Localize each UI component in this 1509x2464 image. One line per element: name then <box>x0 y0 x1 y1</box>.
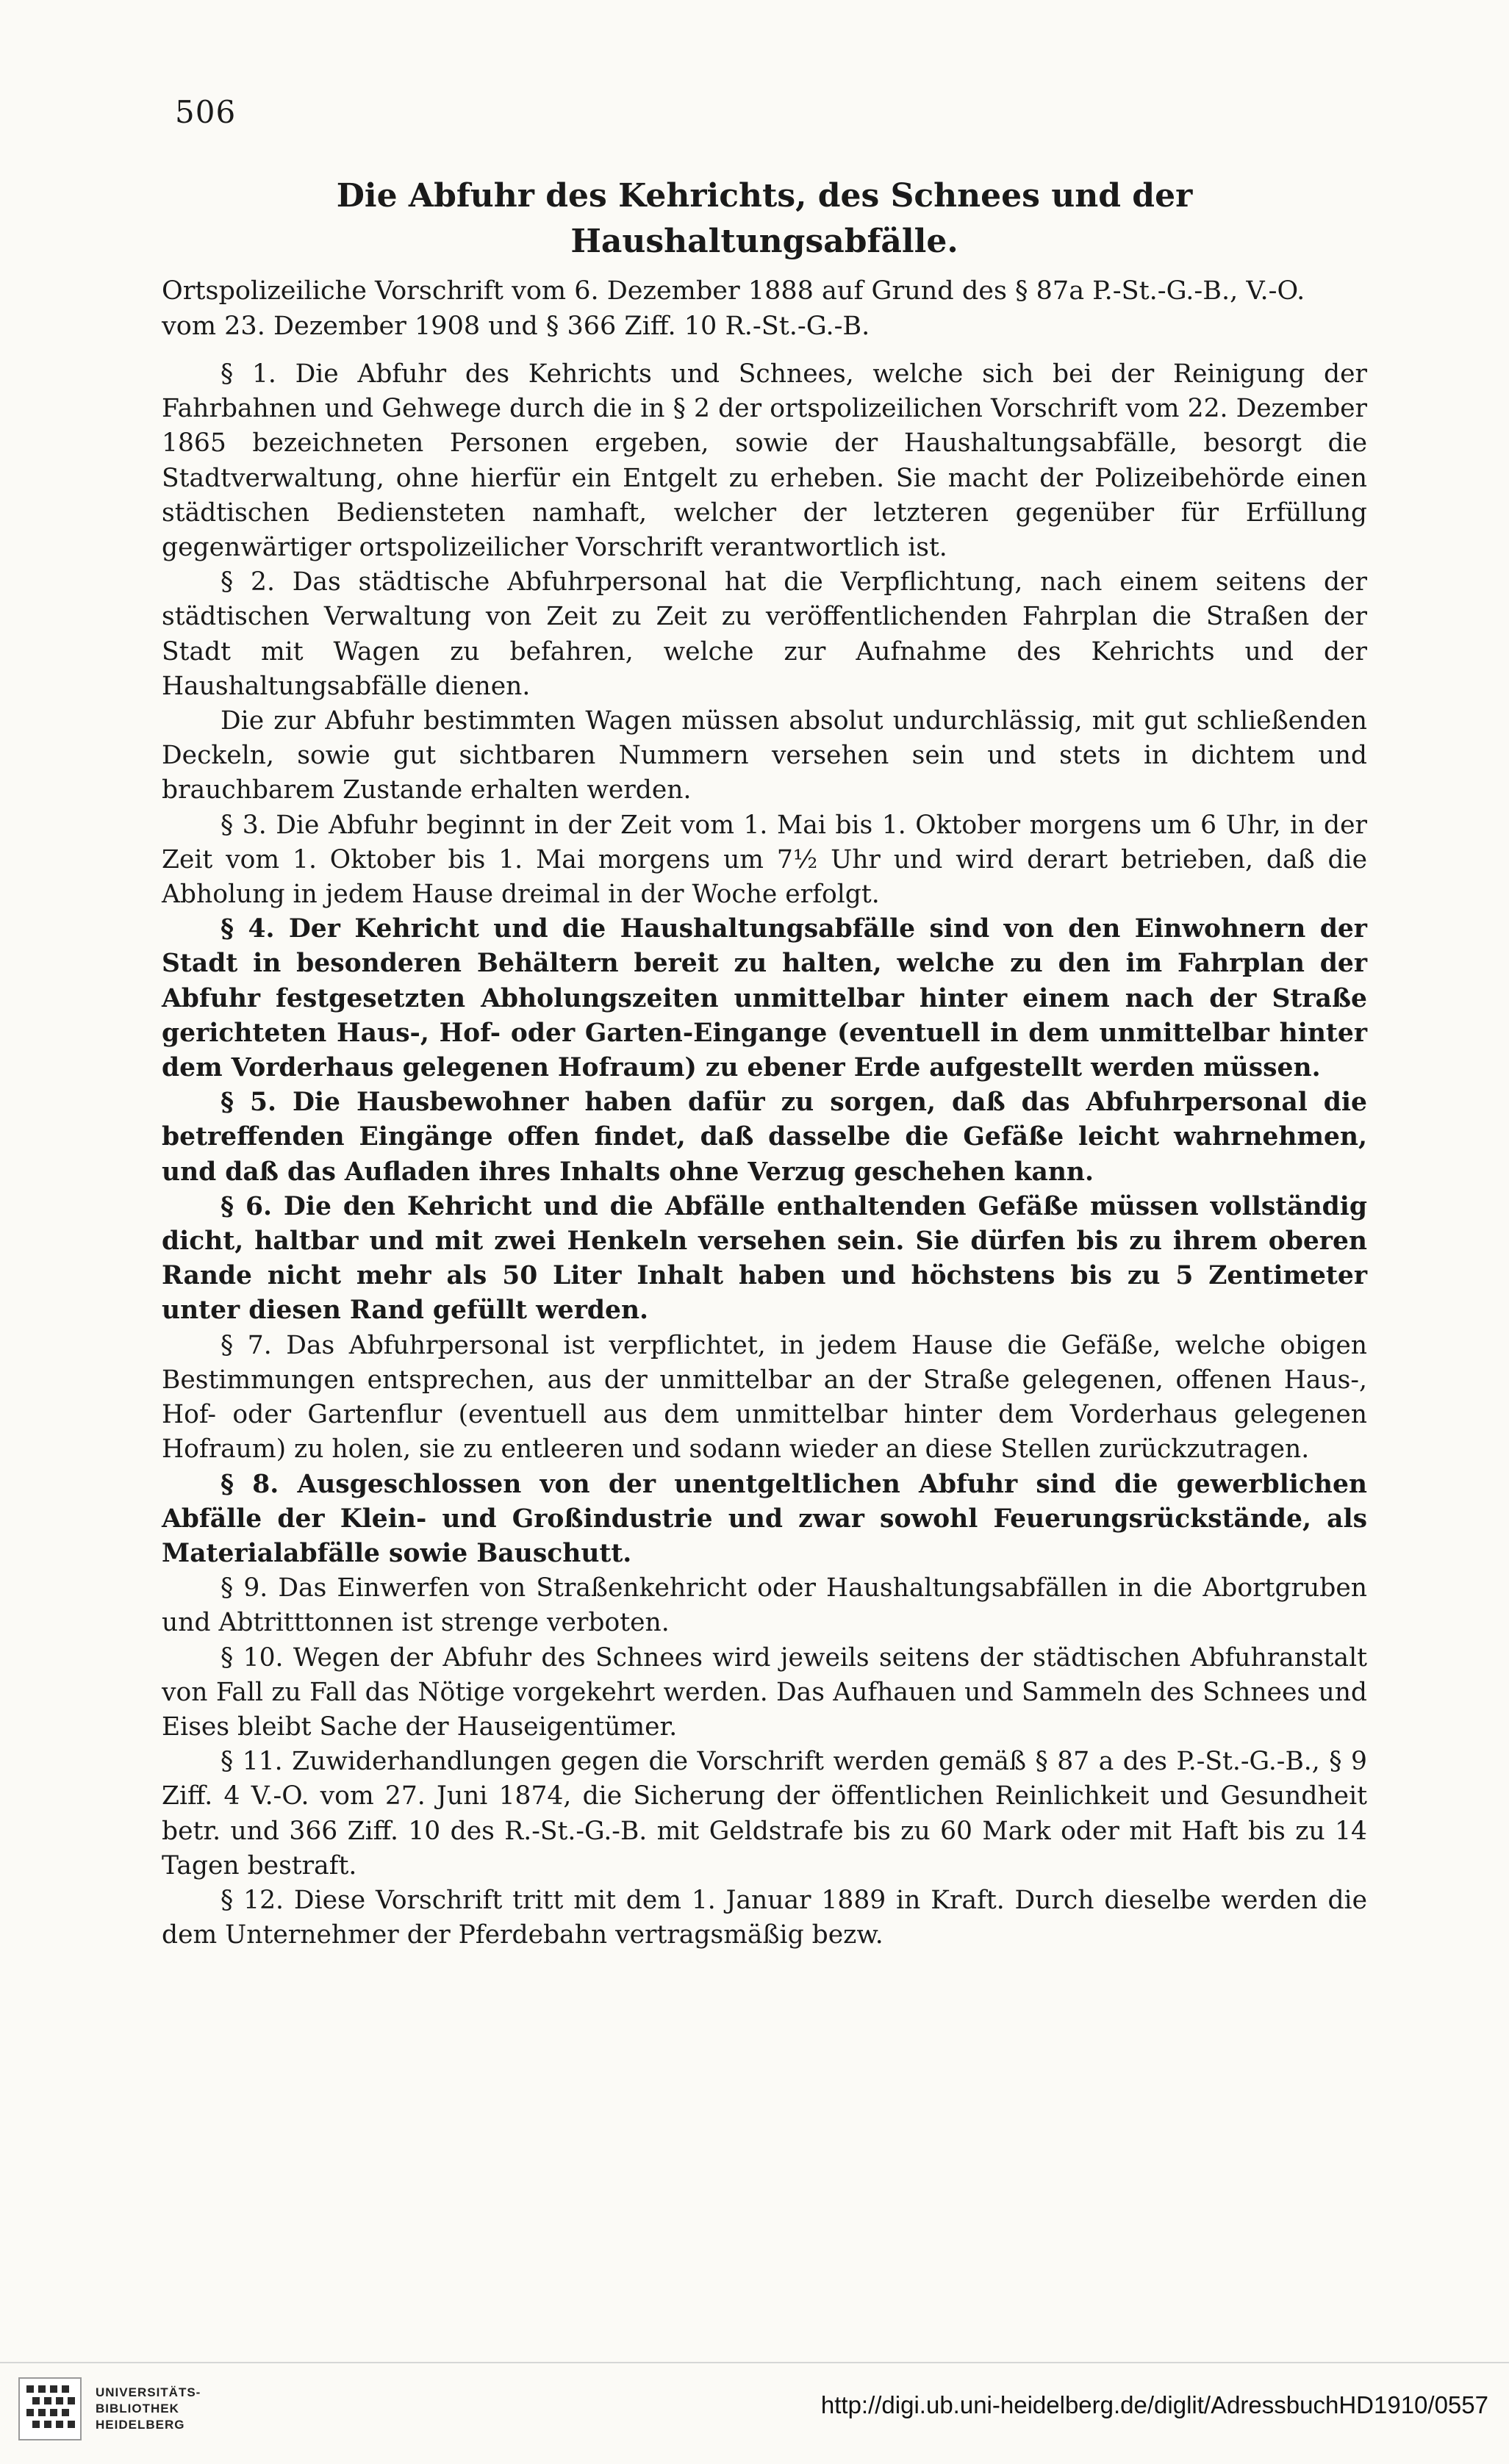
paragraph-6: § 6. Die den Kehricht und die Abfälle enthaltenden Gefäße müssen vollständig dicht, haltbar und mit zwei Henkeln versehen sein. Sie dürfen bis zu ihrem oberen Rande nicht mehr als 50 Liter Inhalt haben und höchstens bis zu 5 Zentimeter unter diesen Rand gefüllt werden. <box>162 1191 1367 1326</box>
title-line-2: Haushaltungsabfälle. <box>570 223 958 260</box>
paragraph-10: § 10. Wegen der Abfuhr des Schnees wird jeweils seitens der städtischen Abfuhranstalt von Fall zu Fall das Nötige vorgekehrt werden. Das Aufhauen und Sammeln des Schnees und Eises bleibt Sache der Hauseigentümer. <box>162 1642 1367 1742</box>
library-name-line-3: HEIDELBERG <box>96 2418 185 2432</box>
paragraph-7: § 7. Das Abfuhrpersonal ist verpflichtet, in jedem Hause die Gefäße, welche obigen Bestimmungen entsprechen, aus der unmittelbar an der Straße gelegenen, offenen Haus-, Hof- oder Gartenflur (eventuell aus dem unmittelbar hinter dem Vorderhaus gelegenen Hofraum) zu holen, sie zu entleeren und sodann wieder an diese Stellen zurückzutragen. <box>162 1330 1367 1465</box>
paragraph-2: § 2. Das städtische Abfuhrpersonal hat die Verpflichtung, nach einem seitens der städtischen Verwaltung von Zeit zu Zeit zu veröffentlichenden Fahrplan die Straßen der Stadt mit Wagen zu befahren, welche zur Aufnahme des Kehrichts und der Haushaltungsabfälle dienen. <box>162 567 1367 701</box>
library-logo[interactable] <box>16 2375 201 2443</box>
paragraph-2b: Die zur Abfuhr bestimmten Wagen müssen absolut undurchlässig, mit gut schließenden Deckeln, sowie gut sichtbaren Nummern versehen sein und stets in dichtem und brauchbarem Zustande erhalten werden. <box>162 706 1367 805</box>
paragraph-1: § 1. Die Abfuhr des Kehrichts und Schnees, welche sich bei der Reinigung der Fahrbahnen und Gehwege durch die in § 2 der ortspolizeilichen Vorschrift vom 22. Dezember 1865 bezeichneten Personen ergeben, sowie der Haushaltungsabfälle, besorgt die Stadtverwaltung, ohne hierfür ein Entgelt zu erheben. Sie macht der Polizeibehörde einen städtischen Bediensteten namhaft, welcher der letzteren gegenüber für Erfüllung gegenwärtiger ortspolizeilicher Vorschrift verantwortlich ist. <box>162 359 1367 563</box>
paragraph-5: § 5. Die Hausbewohner haben dafür zu sorgen, daß das Abfuhrpersonal die betreffenden Eingänge offen findet, daß dasselbe die Gefäße leicht wahrnehmen, und daß das Aufladen ihres Inhalts ohne Verzug geschehen kann. <box>162 1088 1367 1187</box>
paragraph-9: § 9. Das Einwerfen von Straßenkehricht oder Haushaltungsabfällen in die Abortgruben und Abtritttonnen ist strenge verboten. <box>162 1573 1367 1638</box>
title-line-1: Die Abfuhr des Kehrichts, des Schnees und der <box>336 177 1193 215</box>
library-emblem-icon <box>16 2375 84 2443</box>
library-name-line-1: UNIVERSITÄTS- <box>96 2385 201 2399</box>
footer-divider <box>0 2362 1509 2363</box>
library-name <box>96 2385 201 2433</box>
library-name-line-2: BIBLIOTHEK <box>96 2402 179 2415</box>
paragraph-12: § 12. Diese Vorschrift tritt mit dem 1. Januar 1889 in Kraft. Durch dieselbe werden die dem Unternehmer der Pferdebahn vertragsmäßig bezw. <box>162 1885 1367 1950</box>
page-number: 506 <box>175 94 237 130</box>
page-title <box>162 173 1367 265</box>
source-url-link[interactable]: http://digi.ub.uni-heidelberg.de/diglit/AdressbuchHD1910/0557 <box>820 2391 1488 2418</box>
paragraph-3: § 3. Die Abfuhr beginnt in der Zeit vom 1. Mai bis 1. Oktober morgens um 6 Uhr, in der Zeit vom 1. Oktober bis 1. Mai morgens um 7½ Uhr und wird derart betrieben, daß die Abholung in jedem Hause dreimal in der Woche erfolgt. <box>162 810 1367 910</box>
paragraph-8: § 8. Ausgeschlossen von der unentgeltlichen Abfuhr sind die gewerblichen Abfälle der Klein- und Großindustrie und zwar sowohl Feuerungsrückstände, als Materialabfälle sowie Bauschutt. <box>162 1469 1367 1568</box>
document-body <box>162 357 1367 1953</box>
paragraph-4: § 4. Der Kehricht und die Haushaltungsabfälle sind von den Einwohnern der Stadt in besonderen Behältern bereit zu halten, welche zu den im Fahrplan der Abfuhr festgesetzten Abholungszeiten unmittelbar hinter einem nach der Straße gerichteten Haus-, Hof- oder Garten-Eingange (eventuell in dem unmittelbar hinter dem Vorderhaus gelegenen Hofraum) zu ebener Erde aufgestellt werden müssen. <box>162 914 1367 1083</box>
paragraph-11: § 11. Zuwiderhandlungen gegen die Vorschrift werden gemäß § 87 a des P.-St.-G.-B., § 9 Ziff. 4 V.-O. vom 27. Juni 1874, die Sicherung der öffentlichen Reinlichkeit und Gesundheit betr. und 366 Ziff. 10 des R.-St.-G.-B. mit Geldstrafe bis zu 60 Mark oder mit Haft bis zu 14 Tagen bestraft. <box>162 1747 1367 1881</box>
source-reference: Ortspolizeiliche Vorschrift vom 6. Dezember 1888 auf Grund des § 87a P.-St.-G.-B., V.-O. vom 23. Dezember 1908 und § 366 Ziff. 10 R.-St.-G.-B. <box>162 276 1305 341</box>
